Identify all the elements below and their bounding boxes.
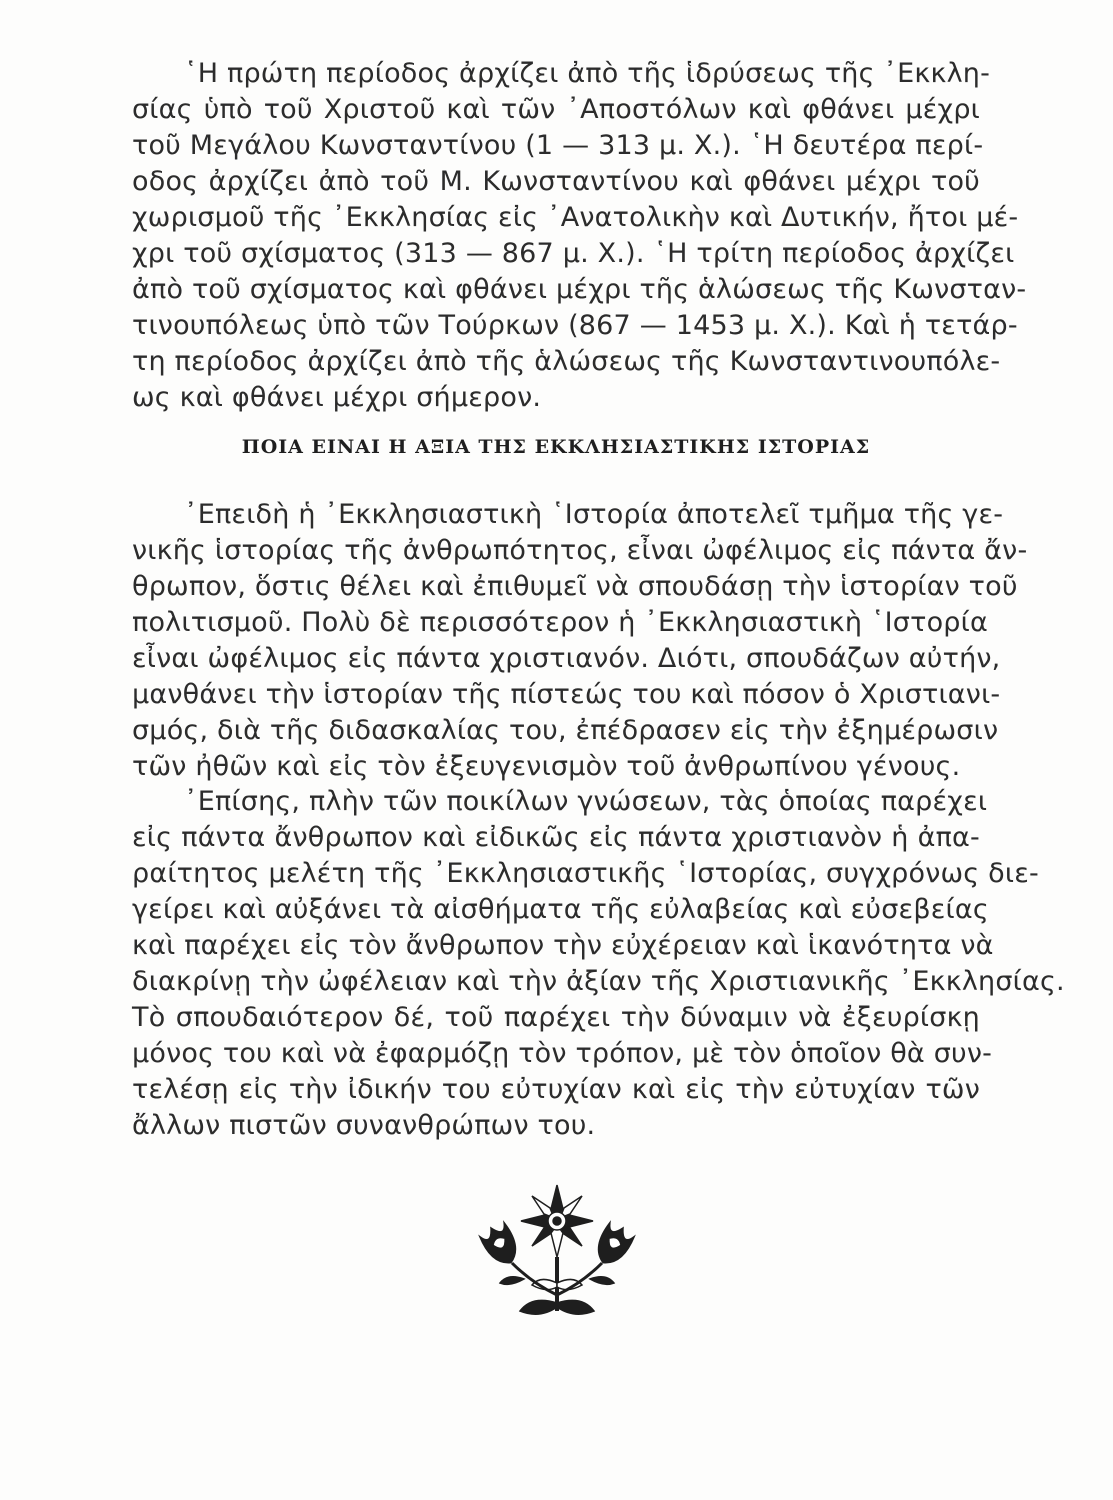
text-line: χρι τοῦ σχίσματος (313 — 867 μ. Χ.). ῾Η τρίτη περίοδος ἀρχίζει <box>132 238 1015 269</box>
paragraph-benefits <box>132 784 1065 1144</box>
text-line: ως καὶ φθάνει μέχρι σήμερον. <box>132 382 542 413</box>
text-line: θρωπον, ὅστις θέλει καὶ ἐπιθυμεῖ νὰ σπουδάσῃ τὴν ἱστορίαν τοῦ <box>132 571 1018 602</box>
text-line: τελέσῃ εἰς τὴν ἰδικήν του εὐτυχίαν καὶ εἰς τὴν εὐτυχίαν τῶν <box>132 1074 980 1105</box>
text-line: ἀπὸ τοῦ σχίσματος καὶ φθάνει μέχρι τῆς ἁλώσεως τῆς Κωνσταν- <box>132 274 1027 305</box>
text-line: εἰς πάντα ἄνθρωπον καὶ εἰδικῶς εἰς πάντα χριστιανὸν ἡ ἀπα- <box>132 822 980 853</box>
text-line: καὶ παρέχει εἰς τὸν ἄνθρωπον τὴν εὐχέρειαν καὶ ἱκανότητα νὰ <box>132 930 994 961</box>
text-line: εἶναι ὠφέλιμος εἰς πάντα χριστιανόν. Διότι, σπουδάζων αὐτήν, <box>132 643 1001 674</box>
text-line: τῶν ἠθῶν καὶ εἰς τὸν ἐξευγενισμὸν τοῦ ἀνθρωπίνου γένους. <box>132 751 961 782</box>
text-line: τινουπόλεως ὑπὸ τῶν Τούρκων (867 — 1453 μ. Χ.). Καὶ ἡ τετάρ- <box>132 310 1018 341</box>
text-line: διακρίνῃ τὴν ὠφέλειαν καὶ τὴν ἀξίαν τῆς Χριστιανικῆς ᾽Εκκλησίας. <box>132 966 1065 997</box>
text-line: ῾Η πρώτη περίοδος ἀρχίζει ἀπὸ τῆς ἱδρύσεως τῆς ᾽Εκκλη- <box>184 58 991 89</box>
text-line: ἄλλων πιστῶν συνανθρώπων του. <box>132 1110 596 1141</box>
text-line: σίας ὑπὸ τοῦ Χριστοῦ καὶ τῶν ᾽Αποστόλων καὶ φθάνει μέχρι <box>132 94 980 125</box>
text-line: οδος ἀρχίζει ἀπὸ τοῦ Μ. Κωνσταντίνου καὶ φθάνει μέχρι τοῦ <box>132 166 980 197</box>
text-line: ᾽Επίσης, πλὴν τῶν ποικίλων γνώσεων, τὰς ὁποίας παρέχει <box>184 786 988 817</box>
text-line: χωρισμοῦ τῆς ᾽Εκκλησίας εἰς ᾽Ανατολικὴν καὶ Δυτικήν, ἤτοι μέ- <box>132 202 1019 233</box>
text-line: γείρει καὶ αὐξάνει τὰ αἰσθήματα τῆς εὐλαβείας καὶ εὐσεβείας <box>132 894 989 925</box>
section-heading: ΠΟΙΑ ΕΙΝΑΙ Η ΑΞΙΑ ΤΗΣ ΕΚΚΛΗΣΙΑΣΤΙΚΗΣ ΙΣΤΟΡΙΑΣ <box>241 436 871 458</box>
text-line: Τὸ σπουδαιότερον δέ, τοῦ παρέχει τὴν δύναμιν νὰ ἐξευρίσκῃ <box>132 1002 980 1033</box>
intro-paragraph <box>132 56 1027 416</box>
paragraph-value-of-history <box>132 497 1028 785</box>
text-line: τοῦ Μεγάλου Κωνσταντίνου (1 — 313 μ. Χ.). ῾Η δευτέρα περί- <box>132 130 984 161</box>
text-line: μόνος του καὶ νὰ ἐφαρμόζῃ τὸν τρόπον, μὲ τὸν ὁποῖον θὰ συν- <box>132 1038 993 1069</box>
text-line: πολιτισμοῦ. Πολὺ δὲ περισσότερον ἡ ᾽Εκκλησιαστικὴ ῾Ιστορία <box>132 607 988 638</box>
text-line: σμός, διὰ τῆς διδασκαλίας του, ἐπέδρασεν εἰς τὴν ἐξημέρωσιν <box>132 715 999 746</box>
text-line: ραίτητος μελέτη τῆς ᾽Εκκλησιαστικῆς ῾Ιστορίας, συγχρόνως διε- <box>132 858 1039 889</box>
text-line: νικῆς ἱστορίας τῆς ἀνθρωπότητος, εἶναι ὠφέλιμος εἰς πάντα ἄν- <box>132 535 1028 566</box>
text-line: τη περίοδος ἀρχίζει ἀπὸ τῆς ἁλώσεως τῆς Κωνσταντινουπόλε- <box>132 346 1001 377</box>
floral-ornament-icon <box>462 1183 652 1333</box>
text-line: ᾽Επειδὴ ἡ ᾽Εκκλησιαστικὴ ῾Ιστορία ἀποτελεῖ τμῆμα τῆς γε- <box>184 499 1004 530</box>
text-line: μανθάνει τὴν ἱστορίαν τῆς πίστεώς του καὶ πόσον ὁ Χριστιανι- <box>132 679 1001 710</box>
